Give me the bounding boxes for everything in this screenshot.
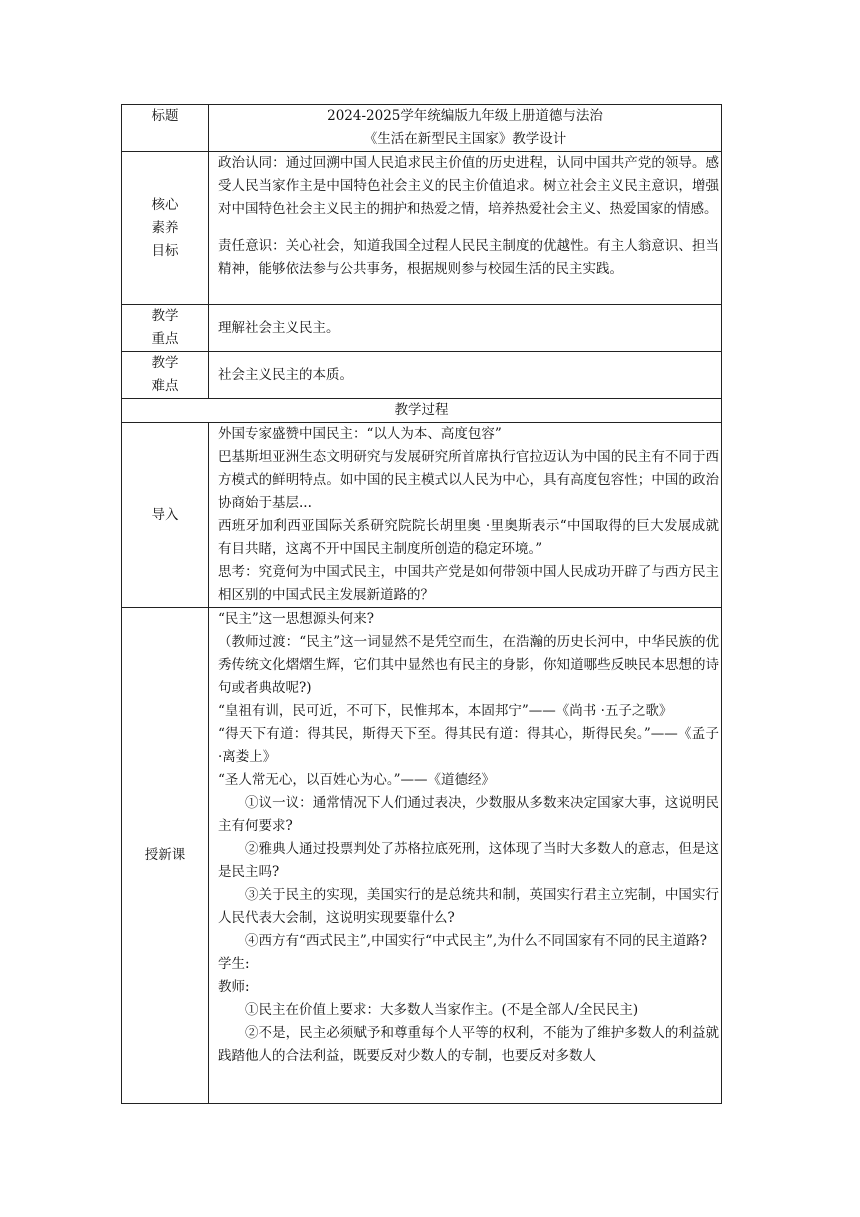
goals-political-identity: 政治认同：通过回溯中国人民追求民主价值的历史进程，认同中国共产党的领导。感受人民当家作主是中国特色社会主义的民主价值追求。树立社会主义民主意识，增强对中国特色社会主义民主的拥护和热爱之情，培养热爱社会主义、热爱国家的情感。 xyxy=(218,155,719,217)
title-line-1: 2024-2025学年统编版九年级上册道德与法治 xyxy=(327,108,603,124)
new-lesson-row xyxy=(122,608,722,1104)
key-point-text: 理解社会主义民主。 xyxy=(218,319,340,336)
title-label xyxy=(122,105,209,152)
difficulty-label-line-1: 教学 xyxy=(151,355,179,371)
key-point-label xyxy=(122,305,209,352)
question-3: ③关于民主的实现，美国实行的是总统共和制，英国实行君主立宪制，中国实行人民代表大会制，这说明实现要靠什么? xyxy=(218,887,719,926)
difficulty-content xyxy=(209,352,722,399)
key-point-content xyxy=(209,305,722,352)
intro-line-4: 思考：究竟何为中国式民主，中国共产党是如何带领中国人民成功开辟了与西方民主相区别的中国式民主发展新道路的？ xyxy=(218,564,719,603)
teacher-label: 教师: xyxy=(218,979,250,995)
new-lesson-line-4: “得天下有道：得其民，斯得天下至。得其民有道：得其心，斯得民矣。”——《孟子 ·离娄上》 xyxy=(218,726,719,765)
answer-1: ①民主在价值上要求：大多数人当家作主。(不是全部人/全民民主) xyxy=(245,1002,639,1018)
lesson-plan-table xyxy=(121,104,722,1104)
process-header-row xyxy=(122,399,722,423)
question-1: ①议一议：通常情况下人们通过表决，少数服从多数来决定国家大事，这说明民主有何要求? xyxy=(218,795,719,834)
question-4: ④西方有“西式民主”,中国实行“中式民主”,为什么不同国家有不同的民主道路? xyxy=(245,933,707,949)
goals-responsibility: 责任意识：关心社会，知道我国全过程人民民主制度的优越性。有主人翁意识、担当精神，能够依法参与公共事务，根据规则参与校园生活的民主实践。 xyxy=(218,238,719,277)
new-lesson-line-2: （教师过渡：“民主”这一词显然不是凭空而生，在浩瀚的历史长河中，中华民族的优秀传统文化熠熠生辉，它们其中显然也有民主的身影，你知道哪些反映民本思想的诗句或者典故呢?) xyxy=(218,634,719,696)
intro-label-text: 导入 xyxy=(151,506,179,523)
goals-label xyxy=(122,152,209,305)
difficulty-row xyxy=(122,352,722,399)
difficulty-label-line-2: 难点 xyxy=(151,378,179,394)
key-point-label-line-2: 重点 xyxy=(151,331,179,347)
goals-row xyxy=(122,152,722,305)
new-lesson-label-text: 授新课 xyxy=(144,847,186,863)
intro-line-2: 巴基斯坦亚洲生态文明研究与发展研究所首席执行官拉迈认为中国的民主有不同于西方模式的鲜明特点。如中国的民主模式以人民为中心，具有高度包容性；中国的政治协商始于基层... xyxy=(218,449,719,511)
title-cell xyxy=(209,105,722,152)
new-lesson-label xyxy=(122,608,209,1104)
goals-content xyxy=(209,152,722,305)
title-row xyxy=(122,105,722,152)
key-point-label-line-1: 教学 xyxy=(151,308,179,324)
question-2: ②雅典人通过投票判处了苏格拉底死刑，这体现了当时大多数人的意志，但是这是民主吗? xyxy=(218,841,719,880)
difficulty-label xyxy=(122,352,209,399)
title-label-text: 标题 xyxy=(151,108,179,124)
intro-line-3: 西班牙加利西亚国际关系研究院院长胡里奥 ·里奥斯表示“中国取得的巨大发展成就有目共睹，这离不开中国民主制度所创造的稳定环境。” xyxy=(218,518,719,557)
student-label: 学生: xyxy=(218,956,250,972)
goals-label-line-1: 核心 xyxy=(151,196,179,213)
intro-label xyxy=(122,423,209,608)
intro-content xyxy=(209,423,722,608)
intro-line-1: 外国专家盛赞中国民主：“以人为本、高度包容” xyxy=(218,426,502,442)
process-header xyxy=(122,399,722,423)
process-header-text: 教学过程 xyxy=(394,402,449,418)
new-lesson-content xyxy=(209,608,722,1104)
new-lesson-line-1: “民主”这一思想源头何来? xyxy=(218,611,375,627)
new-lesson-line-5: “圣人常无心，以百姓心为心。”——《道德经》 xyxy=(218,772,496,788)
difficulty-text: 社会主义民主的本质。 xyxy=(218,366,353,383)
intro-row xyxy=(122,423,722,608)
goals-label-line-2: 素养 xyxy=(151,219,179,236)
title-line-2: 《生活在新型民主国家》教学设计 xyxy=(363,131,567,147)
new-lesson-line-3: “皇祖有训，民可近，不可下，民惟邦本，本固邦宁”——《尚书 ·五子之歌》 xyxy=(218,703,673,719)
answer-2: ②不是，民主必须赋予和尊重每个人平等的权利，不能为了维护多数人的利益就践踏他人的合法利益，既要反对少数人的专制，也要反对多数人 xyxy=(218,1025,719,1064)
key-point-row xyxy=(122,305,722,352)
goals-label-line-3: 目标 xyxy=(151,242,179,259)
